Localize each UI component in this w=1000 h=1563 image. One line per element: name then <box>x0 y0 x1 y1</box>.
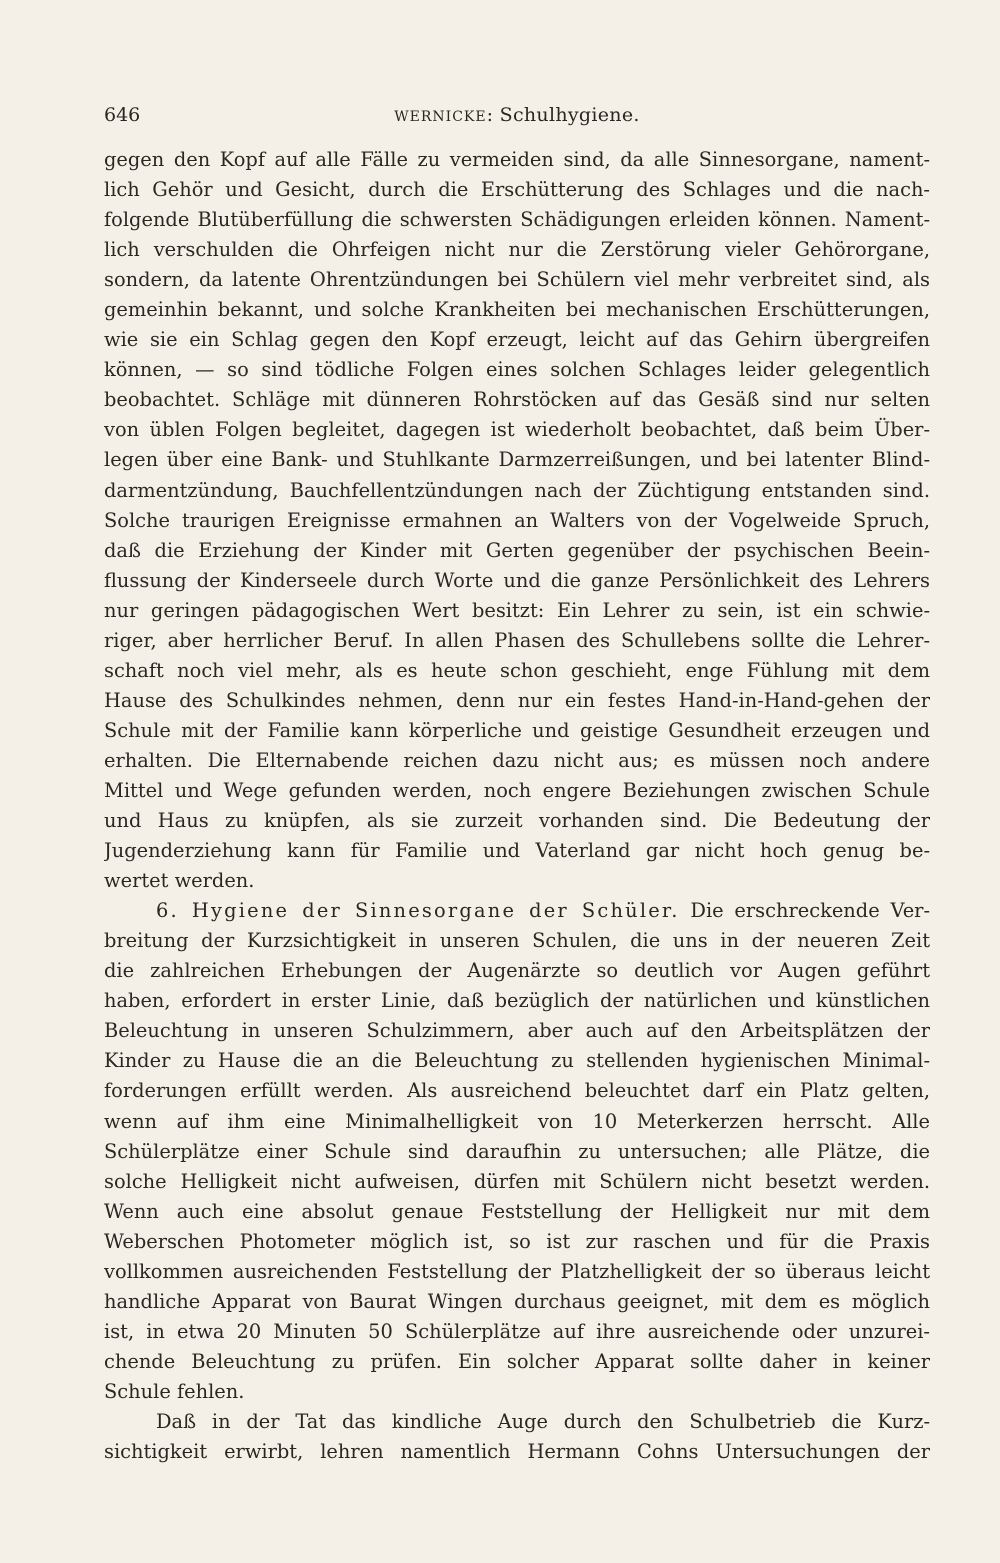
text-line: Schülerplätze einer Schule sind daraufhin zu untersuchen; alle Plätze, die <box>104 1139 930 1163</box>
text-line: legen über eine Bank- und Stuhlkante Darmzerreißungen, und bei latenter Blind- <box>104 448 930 472</box>
running-head <box>104 104 930 126</box>
text-line: Daß in der Tat das kindliche Auge durch den Schulbetrieb die Kurz- <box>156 1409 930 1433</box>
text-line: wie sie ein Schlag gegen den Kopf erzeugt, leicht auf das Gehirn übergreifen <box>104 328 930 352</box>
text-line: Hause des Schulkindes nehmen, denn nur ein festes Hand-in-Hand-gehen der <box>104 688 930 712</box>
text-line: flussung der Kinderseele durch Worte und die ganze Persönlichkeit des Lehrers <box>104 568 930 592</box>
running-head-title: Schulhygiene. <box>493 104 640 126</box>
page-number: 646 <box>104 104 141 126</box>
text-line: handliche Apparat von Baurat Wingen durchaus geeignet, mit dem es möglich <box>104 1289 930 1313</box>
text-line: Mittel und Wege gefunden werden, noch engere Beziehungen zwischen Schule <box>104 778 930 802</box>
text-line: Kinder zu Hause die an die Beleuchtung zu stellenden hygienischen Minimal- <box>104 1049 930 1073</box>
text-line: Weberschen Photometer möglich ist, so ist zur raschen und für die Praxis <box>104 1229 930 1253</box>
section-line <box>104 896 930 926</box>
text-line: folgende Blutüberfüllung die schwersten Schädigungen erleiden können. Nament- <box>104 208 930 232</box>
running-head-author: WERNICKE <box>394 109 487 125</box>
running-head-separator: : <box>486 104 494 126</box>
text-line: riger, aber herrlicher Beruf. In allen Phasen des Schullebens sollte die Lehrer- <box>104 628 930 652</box>
text-line: von üblen Folgen begleitet, dagegen ist wiederholt beobachtet, daß beim Über- <box>104 418 930 442</box>
text-line: wenn auf ihm eine Minimalhelligkeit von 10 Meterkerzen herrscht. Alle <box>104 1109 930 1133</box>
text-line: daß die Erziehung der Kinder mit Gerten gegenüber der psychischen Beein- <box>104 538 930 562</box>
text-line: vollkommen ausreichenden Feststellung der Platzhelligkeit der so überaus leicht <box>104 1259 930 1283</box>
text-line: ist, in etwa 20 Minuten 50 Schülerplätze auf ihre ausreichende oder unzurei- <box>104 1319 930 1343</box>
text-line: können, — so sind tödliche Folgen eines solchen Schlages leider gelegentlich <box>104 358 930 382</box>
text-line: schaft noch viel mehr, als es heute schon geschieht, enge Fühlung mit dem <box>104 658 930 682</box>
section-line-text: Die erschreckende Ver- <box>690 899 930 923</box>
body-text <box>104 145 930 1467</box>
text-line: und Haus zu knüpfen, als sie zurzeit vorhanden sind. Die Bedeutung der <box>104 809 930 833</box>
text-line: gegen den Kopf auf alle Fälle zu vermeiden sind, da alle Sinnesorgane, nament- <box>104 148 930 171</box>
text-line: Schule fehlen. <box>104 1379 245 1403</box>
text-line: solche Helligkeit nicht aufweisen, dürfen mit Schülern nicht besetzt werden. <box>104 1169 930 1193</box>
text-line: Wenn auch eine absolut genaue Feststellung der Helligkeit nur mit dem <box>104 1199 930 1223</box>
text-line: lich verschulden die Ohrfeigen nicht nur die Zerstörung vieler Gehörorgane, <box>104 238 930 262</box>
text-line: Solche traurigen Ereignisse ermahnen an Walters von der Vogelweide Spruch, <box>104 508 930 532</box>
text-line: chende Beleuchtung zu prüfen. Ein solcher Apparat sollte daher in keiner <box>104 1349 930 1373</box>
text-line: wertet werden. <box>104 869 255 893</box>
text-line: Beleuchtung in unseren Schulzimmern, aber auch auf den Arbeitsplätzen der <box>104 1019 930 1043</box>
text-line: haben, erfordert in erster Linie, daß bezüglich der natürlichen und künstlichen <box>104 989 930 1013</box>
text-line: darmentzündung, Bauchfellentzündungen nach der Züchtigung entstanden sind. <box>104 478 930 502</box>
text-line: Schule mit der Familie kann körperliche und geistige Gesundheit erzeugen und <box>104 718 930 742</box>
text-line: die zahlreichen Erhebungen der Augenärzte so deutlich vor Augen geführt <box>104 959 930 983</box>
text-line: breitung der Kurzsichtigkeit in unseren Schulen, die uns in der neueren Zeit <box>104 929 930 953</box>
text-line: erhalten. Die Elternabende reichen dazu nicht aus; es müssen noch andere <box>104 748 930 772</box>
text-line: sondern, da latente Ohrentzündungen bei Schülern viel mehr verbreitet sind, als <box>104 268 930 292</box>
text-line: nur geringen pädagogischen Wert besitzt: Ein Lehrer zu sein, ist ein schwie- <box>104 598 930 622</box>
text-line: lich Gehör und Gesicht, durch die Erschütterung des Schlages und die nach- <box>104 178 930 202</box>
section-heading: 6. Hygiene der Sinnesorgane der Schüler. <box>156 899 680 923</box>
page-header <box>104 98 930 132</box>
text-line: Jugenderziehung kann für Familie und Vaterland gar nicht hoch genug be- <box>104 839 930 863</box>
text-line: forderungen erfüllt werden. Als ausreichend beleuchtet darf ein Platz gelten, <box>104 1079 930 1103</box>
text-line: gemeinhin bekannt, und solche Krankheiten bei mechanischen Erschütterungen, <box>104 298 930 322</box>
text-line: beobachtet. Schläge mit dünneren Rohrstöcken auf das Gesäß sind nur selten <box>104 388 930 412</box>
text-line: sichtigkeit erwirbt, lehren namentlich Hermann Cohns Untersuchungen der <box>104 1440 930 1464</box>
